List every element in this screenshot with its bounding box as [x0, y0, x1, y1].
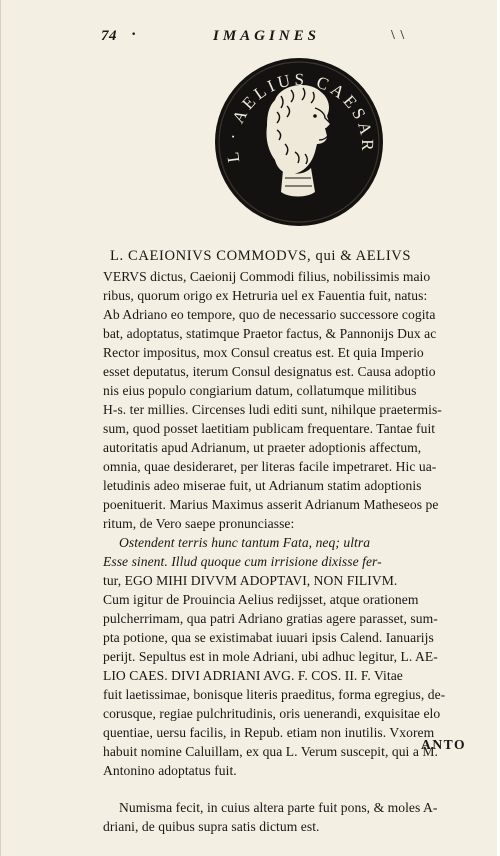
page-number: 74	[101, 28, 117, 44]
running-head-title: IMAGINES	[213, 28, 321, 44]
text-line: quentiae, uersu facilis, in Repub. etiam non inutilis. Vxorem	[103, 725, 435, 740]
text-line: sum, quod posset laetitiam publicam frequentare. Tantae fuit	[103, 421, 436, 436]
text-line: VERVS dictus, Caeionij Commodi filius, nobilissimis maio	[103, 269, 431, 284]
text-line: omnia, quae desideraret, per literas facile impetraret. Hic ua-	[103, 459, 437, 474]
text-line: Ab Adriano eo tempore, quo de necessario successore cogita	[103, 307, 436, 322]
text-line: pta potione, qua se existimabat iuuari ipsis Calend. Ianuarijs	[103, 630, 434, 645]
text-line: Rector impositus, mox Consul creatus est. Et quia Imperio	[103, 345, 424, 360]
text-line: esset deputatus, iterum Consul designatus est. Causa adoptio	[103, 364, 436, 379]
coin-portrait-image	[211, 56, 387, 228]
text-line: Antonino adoptatus fuit.	[103, 763, 237, 778]
text-line: autoritatis apud Adrianum, ut praeter adoptionis affectum,	[103, 440, 422, 455]
coin-engraving	[211, 56, 387, 228]
text-line: bat, adoptatus, statimque Praetor factus, & Pannonijs Dux ac	[103, 326, 437, 341]
text-line: driani, de quibus supra satis dictum est.	[103, 819, 320, 834]
catchword: ANTO	[421, 737, 467, 752]
text-line: Cum igitur de Prouincia Aelius redijsset, atque orationem	[103, 592, 419, 607]
running-head-ornament: \ \	[391, 28, 406, 43]
text-line: LIO CAES. DIVI ADRIANI AVG. F. COS. II. F. Vitae	[103, 668, 403, 683]
text-line: ribus, quorum origo ex Hetruria uel ex Fauentia fuit, natus:	[103, 288, 428, 303]
text-line: fuit laetissimae, bonisque literis praeditus, forma egregius, de-	[103, 687, 446, 702]
text-line: ritum, de Vero saepe pronunciasse:	[103, 516, 295, 531]
text-line: pulcherrimam, qua patri Adriano gratias agere parasset, sum-	[103, 611, 438, 626]
text-line: L. CAEIONIVS COMMODVS, qui & AELIVS	[110, 248, 412, 264]
text-line: Numisma fecit, in cuius altera parte fuit pons, & moles A-	[119, 800, 438, 815]
running-head	[1, 26, 500, 48]
text-line: H-s. ter millies. Circenses ludi editi sunt, nihilque praetermis-	[103, 402, 442, 417]
text-line: letudinis adeo miserae fuit, ut Adrianum statim adoptionis	[103, 478, 422, 493]
text-line: poenituerit. Marius Maximus asserit Adrianum Matheseos pe	[103, 497, 439, 512]
verse-line: Esse sinent. Illud quoque cum irrisione dixisse fer-	[103, 554, 382, 569]
coin-legend: L · AELIUS CAESAR	[222, 69, 378, 164]
text-line: nis eius populo congiarium datum, collatumque militibus	[103, 383, 417, 398]
running-head-dot: ·	[131, 26, 137, 43]
verse-line: Ostendent terris hunc tantum Fata, neq; ultra	[119, 535, 371, 550]
text-line: perijt. Sepultus est in mole Adriani, ubi adhuc legitur, L. AE-	[103, 649, 438, 664]
text-line: habuit nomine Caluillam, ex qua L. Verum suscepit, qui a M.	[103, 744, 438, 759]
text-line: corusque, regiae pulchritudinis, oris uenerandi, exquisitae elo	[103, 706, 441, 721]
text-line: tur, EGO MIHI DIVVM ADOPTAVI, NON FILIVM.	[103, 573, 398, 588]
